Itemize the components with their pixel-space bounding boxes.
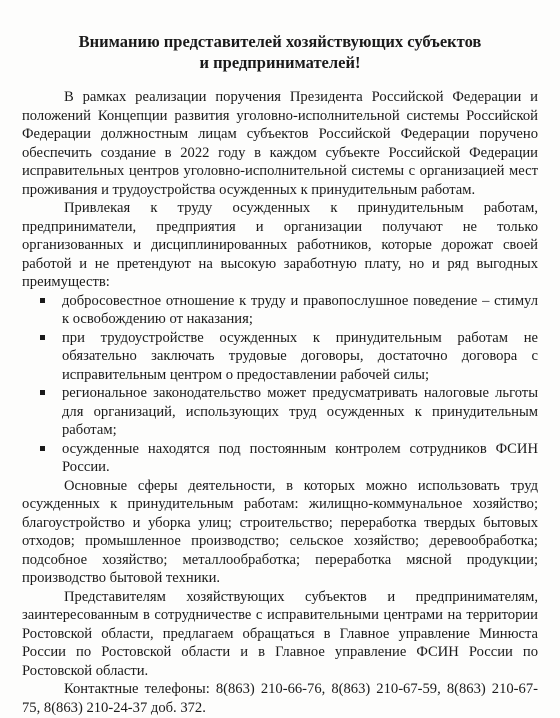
list-item-text: региональное законодательство может предусматривать налоговые льготы для организаций, использующих труд осужденных к принудительным работам;	[62, 385, 538, 438]
list-item	[62, 384, 538, 440]
activity-areas-paragraph: Основные сферы деятельности, в которых можно использовать труд осужденных к принудительным работам: жилищно-коммунальное хозяйство; благоустройство и уборка улиц; строительство; переработка твердых бытовых отходов; промышленное производство; сельское хозяйство; деревообработка; подсобное хозяйство; металлообработка; переработка мясной продукции; производство бытовой техники.	[22, 477, 538, 586]
list-item	[62, 292, 538, 329]
title-line-2: и предпринимателей!	[199, 53, 361, 72]
list-item-text: при трудоустройстве осужденных к принудительным работам не обязательно заключать трудовые договоры, достаточно договора с исправительным центром о предоставлении рабочей силы;	[62, 329, 538, 383]
list-item-text: добросовестное отношение к труду и правопослушное поведение – стимул к освобождению от наказания;	[62, 292, 538, 327]
list-item	[62, 329, 538, 385]
intro-paragraph: В рамках реализации поручения Президента Российской Федерации и положений Концепции развития уголовно-исполнительной системы Российской Федерации должностным лицам субъектов Российской Федерации поручено обеспечить создание в 2022 году в каждом субъекте Российской Федерации исправительных центров уголовно-исполнительной системы с организацией мест проживания и трудоустройства осужденных к принудительным работам.	[22, 89, 538, 198]
title-line-1: Вниманию представителей хозяйствующих субъектов	[78, 32, 482, 51]
benefits-intro-paragraph: Привлекая к труду осужденных к принудительным работам, предприниматели, предприятия и организации получают не только организованных и дисциплинированных работников, которые дорожат своей работой и не претендуют на высокую заработную плату, но и ряд выгодных преимуществ:	[22, 200, 538, 290]
contacts-paragraph: Контактные телефоны: 8(863) 210-66-76, 8(863) 210-67-59, 8(863) 210-67-75, 8(863) 210-24-37 доб. 372.	[22, 681, 538, 716]
bullet-icon	[40, 298, 45, 303]
appeal-paragraph: Представителям хозяйствующих субъектов и предпринимателям, заинтересованным в сотрудничестве с исправительными центрами на территории Ростовской области, предлагаем обращаться в Главное управление Минюста России по Ростовской области и в Главное управление ФСИН России по Ростовской области.	[22, 588, 538, 679]
document-body	[22, 88, 538, 717]
bullet-icon	[40, 446, 45, 451]
document-title	[20, 31, 540, 73]
bullet-icon	[40, 390, 45, 395]
list-item-text: осужденные находятся под постоянным контролем сотрудников ФСИН России.	[62, 440, 538, 475]
list-item	[62, 440, 538, 477]
bullet-icon	[40, 335, 45, 340]
benefits-list	[22, 292, 538, 477]
